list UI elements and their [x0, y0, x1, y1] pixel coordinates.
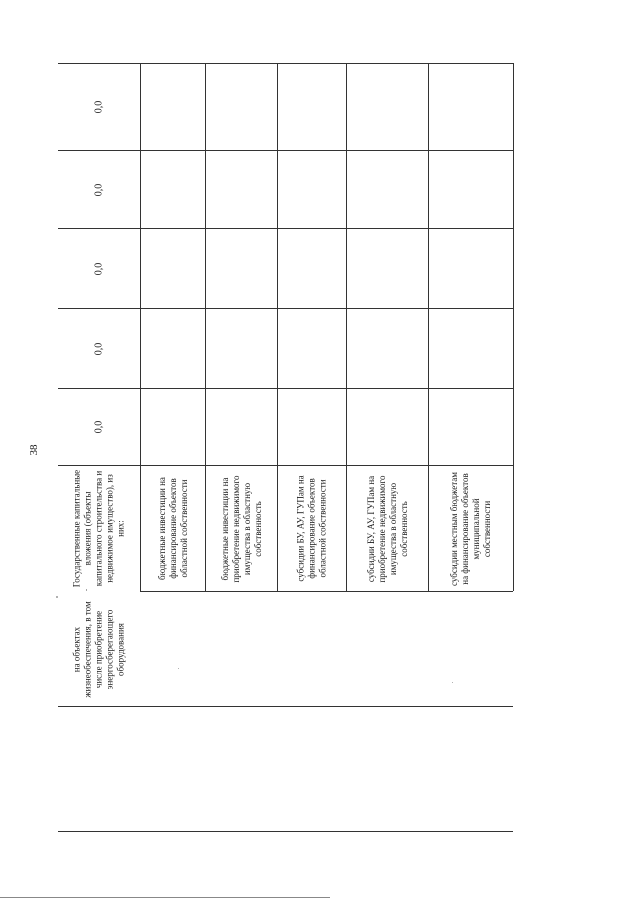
value-text: 0,0 [93, 420, 104, 434]
row-label-cell [347, 466, 428, 591]
value-cell [58, 64, 140, 150]
value-cell [58, 151, 140, 228]
value-cell [58, 229, 140, 308]
row-label: Государственные капитальные вложения (объекты капитального строительства и недвижимое имущество), из них: [71, 469, 126, 588]
row-label-cell [141, 466, 205, 591]
row-divider [140, 591, 513, 592]
row-label-cell [206, 466, 277, 591]
value-text: 0,0 [93, 342, 104, 355]
row-label: бюджетные инвестиции на финансирование объектов областной собственности [156, 477, 189, 580]
scan-edge-line [0, 897, 330, 898]
table-right-edge [513, 63, 514, 591]
row-label: субсидии БУ, АУ, ГУПам на финансирование объектов областной собственности [295, 475, 328, 582]
row-label-cell [278, 466, 346, 591]
row-label: субсидии БУ, АУ, ГУПам на приобретение недвижимого имущества в областную собственность [365, 474, 409, 583]
left-column-label: на объектах жизнеобеспечения, в том числе приобретение энергосберегающего оборудования [71, 600, 126, 698]
scan-speck [452, 682, 453, 683]
value-text: 0,0 [93, 183, 104, 196]
scan-speck [56, 596, 58, 598]
row-label-cell [58, 466, 140, 591]
table-label-rule [58, 706, 513, 707]
page-number: 38 [28, 444, 40, 456]
row-label: субсидии местным бюджетам на финансирование объектов муниципальной собственности [449, 471, 492, 586]
scan-speck [178, 668, 179, 669]
value-cell [58, 309, 140, 388]
row-label-cell [429, 466, 513, 591]
value-cell [58, 389, 140, 465]
value-text: 0,0 [93, 100, 104, 114]
row-label: бюджетные инвестиции на приобретение недвижимого имущества в областную собственность [219, 474, 263, 583]
table-bottom-rule [58, 831, 513, 832]
scan-speck [86, 589, 87, 591]
value-text: 0,0 [93, 262, 104, 275]
left-column-label-cell [58, 592, 140, 706]
